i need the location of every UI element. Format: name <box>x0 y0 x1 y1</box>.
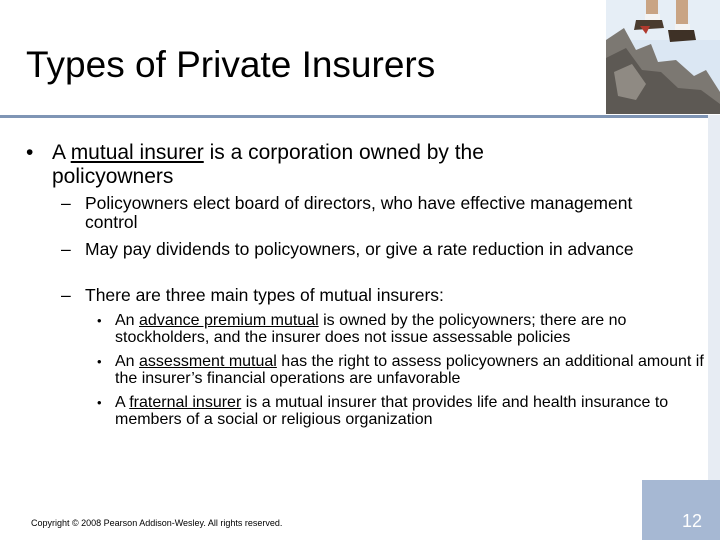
title-divider <box>0 115 708 118</box>
page-number-box <box>642 480 720 540</box>
page-number: 12 <box>681 511 702 531</box>
hiker-photo-image <box>606 0 720 114</box>
term-fraternal-insurer: fraternal insurer <box>129 394 242 411</box>
subbullet-text: Policyowners elect board of directors, who have effective management control <box>85 193 633 232</box>
type-item <box>97 353 707 387</box>
dash-marker: – <box>61 285 71 305</box>
subbullet-item <box>61 239 650 259</box>
type-text: is a mutual insurer that provides life and health insurance to members of a social or religious organization <box>115 394 669 428</box>
term-mutual-insurer: mutual insurer <box>70 141 204 164</box>
bullet-text: is a corporation owned by the policyowners <box>52 141 484 188</box>
main-bullet <box>26 141 572 189</box>
type-item <box>97 312 707 346</box>
subbullet-text: There are three main types of mutual insurers: <box>85 285 444 305</box>
subbullet-text: May pay dividends to policyowners, or give a rate reduction in advance <box>85 239 634 259</box>
type-prefix: An <box>115 353 140 370</box>
copyright-notice: Copyright © 2008 Pearson Addison-Wesley. All rights reserved. <box>31 518 283 528</box>
bullet-marker: • <box>97 313 102 328</box>
subbullet-item <box>61 193 650 232</box>
type-prefix: An <box>115 312 140 329</box>
type-item <box>97 394 707 428</box>
bullet-marker: • <box>97 395 102 410</box>
bullet-marker: • <box>26 141 34 164</box>
bullet-marker: • <box>97 354 102 369</box>
bullet-prefix: A <box>52 141 71 164</box>
subbullet-item <box>61 285 650 305</box>
page-title: Types of Private Insurers <box>26 44 436 85</box>
hiker-photo <box>606 0 720 114</box>
type-text: has the right to assess policyowners an additional amount if the insurer’s financial operations are unfavorable <box>115 353 704 387</box>
dash-marker: – <box>61 239 71 259</box>
term-assessment-mutual: assessment mutual <box>139 353 277 370</box>
type-text: is owned by the policyowners; there are no stockholders, and the insurer does not issue assessable policies <box>115 312 627 346</box>
term-advance-premium-mutual: advance premium mutual <box>139 312 319 329</box>
dash-marker: – <box>61 193 71 213</box>
side-strip <box>708 115 720 480</box>
type-prefix: A <box>115 394 130 411</box>
